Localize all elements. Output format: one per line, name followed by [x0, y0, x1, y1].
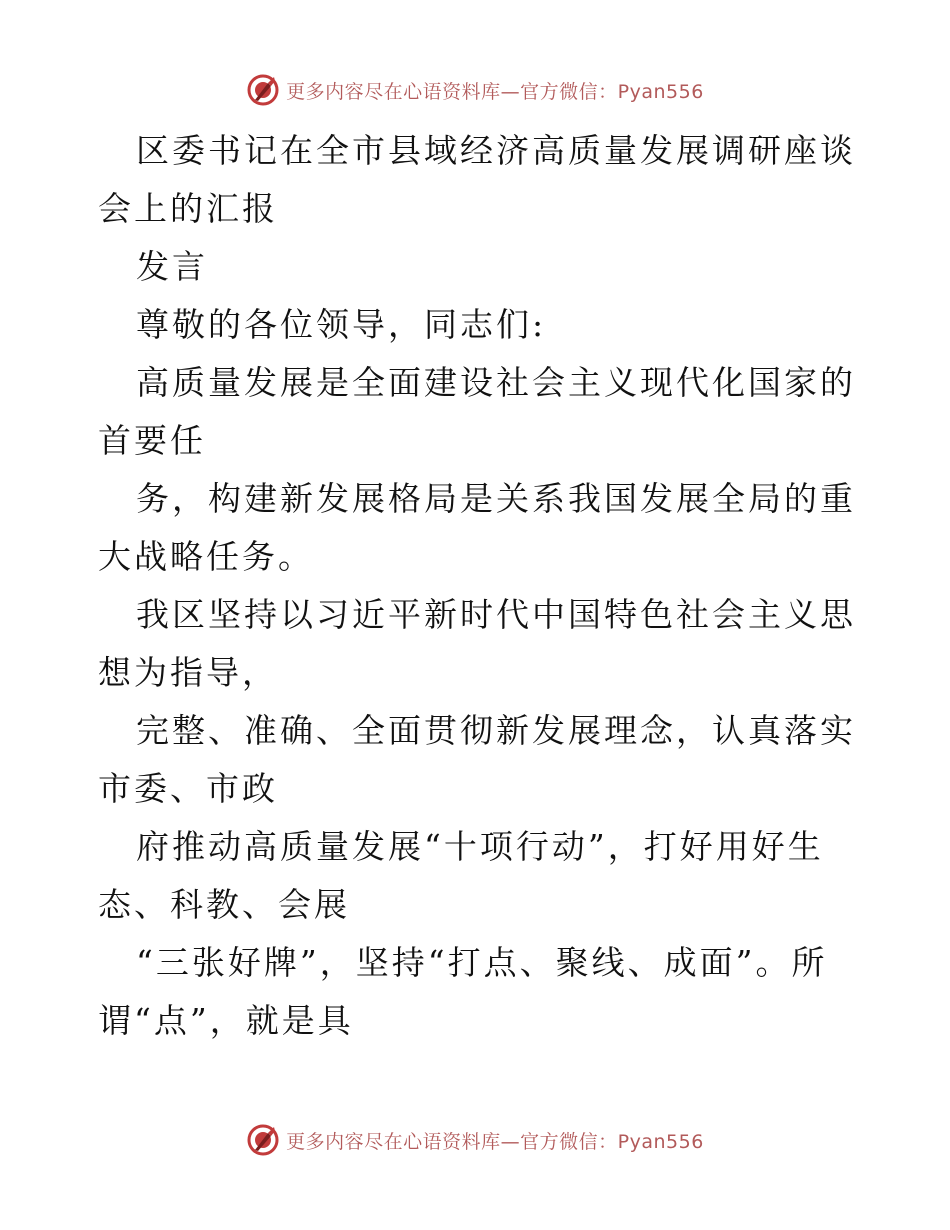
- header-banner-text: 更多内容尽在心语资料库—官方微信：Pyan556: [286, 80, 704, 103]
- paragraph: 完整、准确、全面贯彻新发展理念，认真落实市委、市政: [98, 711, 856, 808]
- footer-banner: [0, 1120, 950, 1160]
- salutation: 尊敬的各位领导，同志们:: [136, 305, 547, 344]
- footer-banner-text: 更多内容尽在心语资料库—官方微信：Pyan556: [286, 1130, 704, 1153]
- paragraph: 府推动高质量发展“十项行动”，打好用好生态、科教、会展: [98, 827, 824, 924]
- quill-logo-icon: [246, 1123, 280, 1157]
- paragraph: 高质量发展是全面建设社会主义现代化国家的首要任: [98, 363, 856, 460]
- paragraph: 务，构建新发展格局是关系我国发展全局的重大战略任务。: [98, 479, 856, 576]
- paragraph: “三张好牌”，坚持“打点、聚线、成面”。所谓“点”，就是具: [98, 943, 828, 1040]
- header-banner: [0, 70, 950, 110]
- paragraph: 我区坚持以习近平新时代中国特色社会主义思想为指导，: [98, 595, 856, 692]
- quill-logo-icon: [246, 73, 280, 107]
- paragraph: 发言: [136, 247, 208, 286]
- document-title-line: 区委书记在全市县域经济高质量发展调研座谈会上的汇报: [98, 131, 856, 228]
- document-body: [98, 122, 858, 1050]
